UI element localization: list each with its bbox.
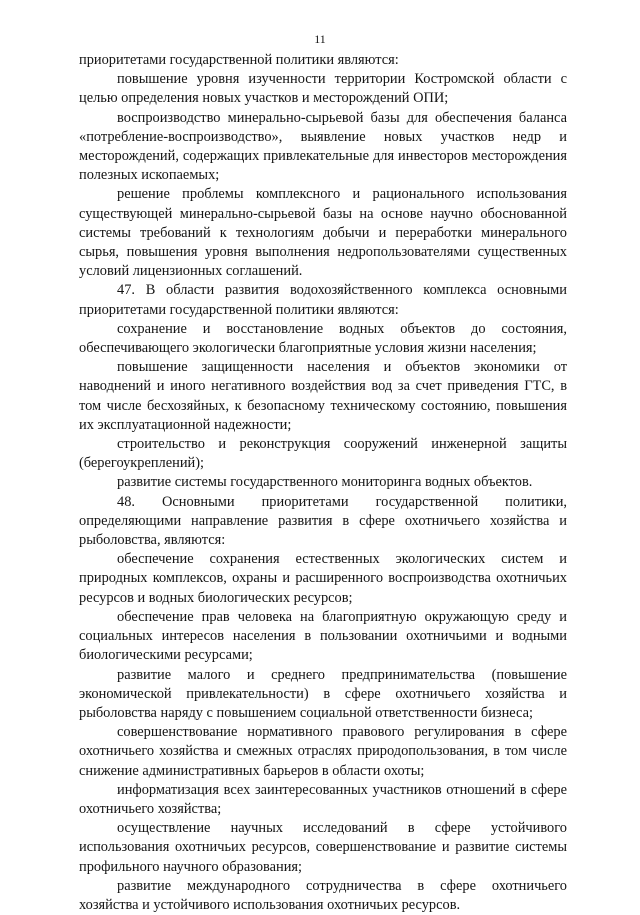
- document-body: [79, 51, 567, 915]
- paragraph-priority-item: воспроизводство минерально-сырьевой базы для обеспечения баланса «потребление-воспроизводство», выявление новых участков недр и месторождений, содержащих привлекательные для инвесторов месторождения полезных ископаемых;: [79, 109, 567, 184]
- paragraph-priority-item: повышение защищенности населения и объектов экономики от наводнений и иного негативного воздействия вод за счет приведения ГТС, в том числе бесхозяйных, к безопасному техническому состоянию, повышения их эксплуатационной надежности;: [79, 359, 567, 433]
- paragraph-priority-item: строительство и реконструкция сооружений инженерной защиты (берегоукреплений);: [79, 436, 567, 472]
- paragraph-priority-item: обеспечение прав человека на благоприятную окружающую среду и социальных интересов населения в пользовании охотничьими и водными биологическими ресурсами;: [79, 608, 567, 664]
- paragraph-priority-item: информатизация всех заинтересованных участников отношений в сфере охотничьего хозяйства;: [79, 781, 567, 817]
- paragraph-priority-item: повышение уровня изученности территории Костромской области с целью определения новых участков и месторождений ОПИ;: [79, 71, 567, 107]
- paragraph-priority-item: совершенствование нормативного правового регулирования в сфере охотничьего хозяйства и смежных отраслях природопользования, в том числе снижение административных барьеров в области охоты;: [79, 724, 567, 779]
- paragraph-priority-item: сохранение и восстановление водных объектов до состояния, обеспечивающего экологически благоприятные условия жизни населения;: [79, 320, 567, 357]
- paragraph-priority-item: обеспечение сохранения естественных экологических систем и природных комплексов, охраны и расширенного воспроизводства охотничьих ресурсов и водных биологических ресурсов;: [79, 551, 567, 606]
- paragraph-priority-item: решение проблемы комплексного и рационального использования существующей минерально-сырьевой базы на основе научно обоснованной системы требований к технологиям добычи и переработки минерального сырья, повышения уровня выполнения недропользователями существенных условий лицензионных соглашений.: [79, 186, 567, 280]
- paragraph-section-47: 47. В области развития водохозяйственного комплекса основными приоритетами государственной политики являются:: [79, 282, 567, 318]
- page-number: 11: [314, 32, 326, 46]
- paragraph-section-48: 48. Основными приоритетами государственной политики, определяющими направление развития в сфере охотничьего хозяйства и рыболовства, являются:: [79, 493, 567, 549]
- paragraph-priority-item: осуществление научных исследований в сфере устойчивого использования охотничьих ресурсов, совершенствование и развитие системы профильного научного образования;: [79, 820, 567, 875]
- paragraph-priority-item: развитие малого и среднего предпринимательства (повышение экономической привлекательности) в сфере охотничьего хозяйства и рыболовства наряду с повышением социальной ответственности бизнеса;: [79, 666, 567, 721]
- paragraph-continuation: приоритетами государственной политики являются:: [79, 52, 399, 68]
- paragraph-priority-item: развитие системы государственного мониторинга водных объектов.: [117, 474, 533, 491]
- paragraph-priority-item: развитие международного сотрудничества в сфере охотничьего хозяйства и устойчивого использования охотничьих ресурсов.: [79, 877, 567, 913]
